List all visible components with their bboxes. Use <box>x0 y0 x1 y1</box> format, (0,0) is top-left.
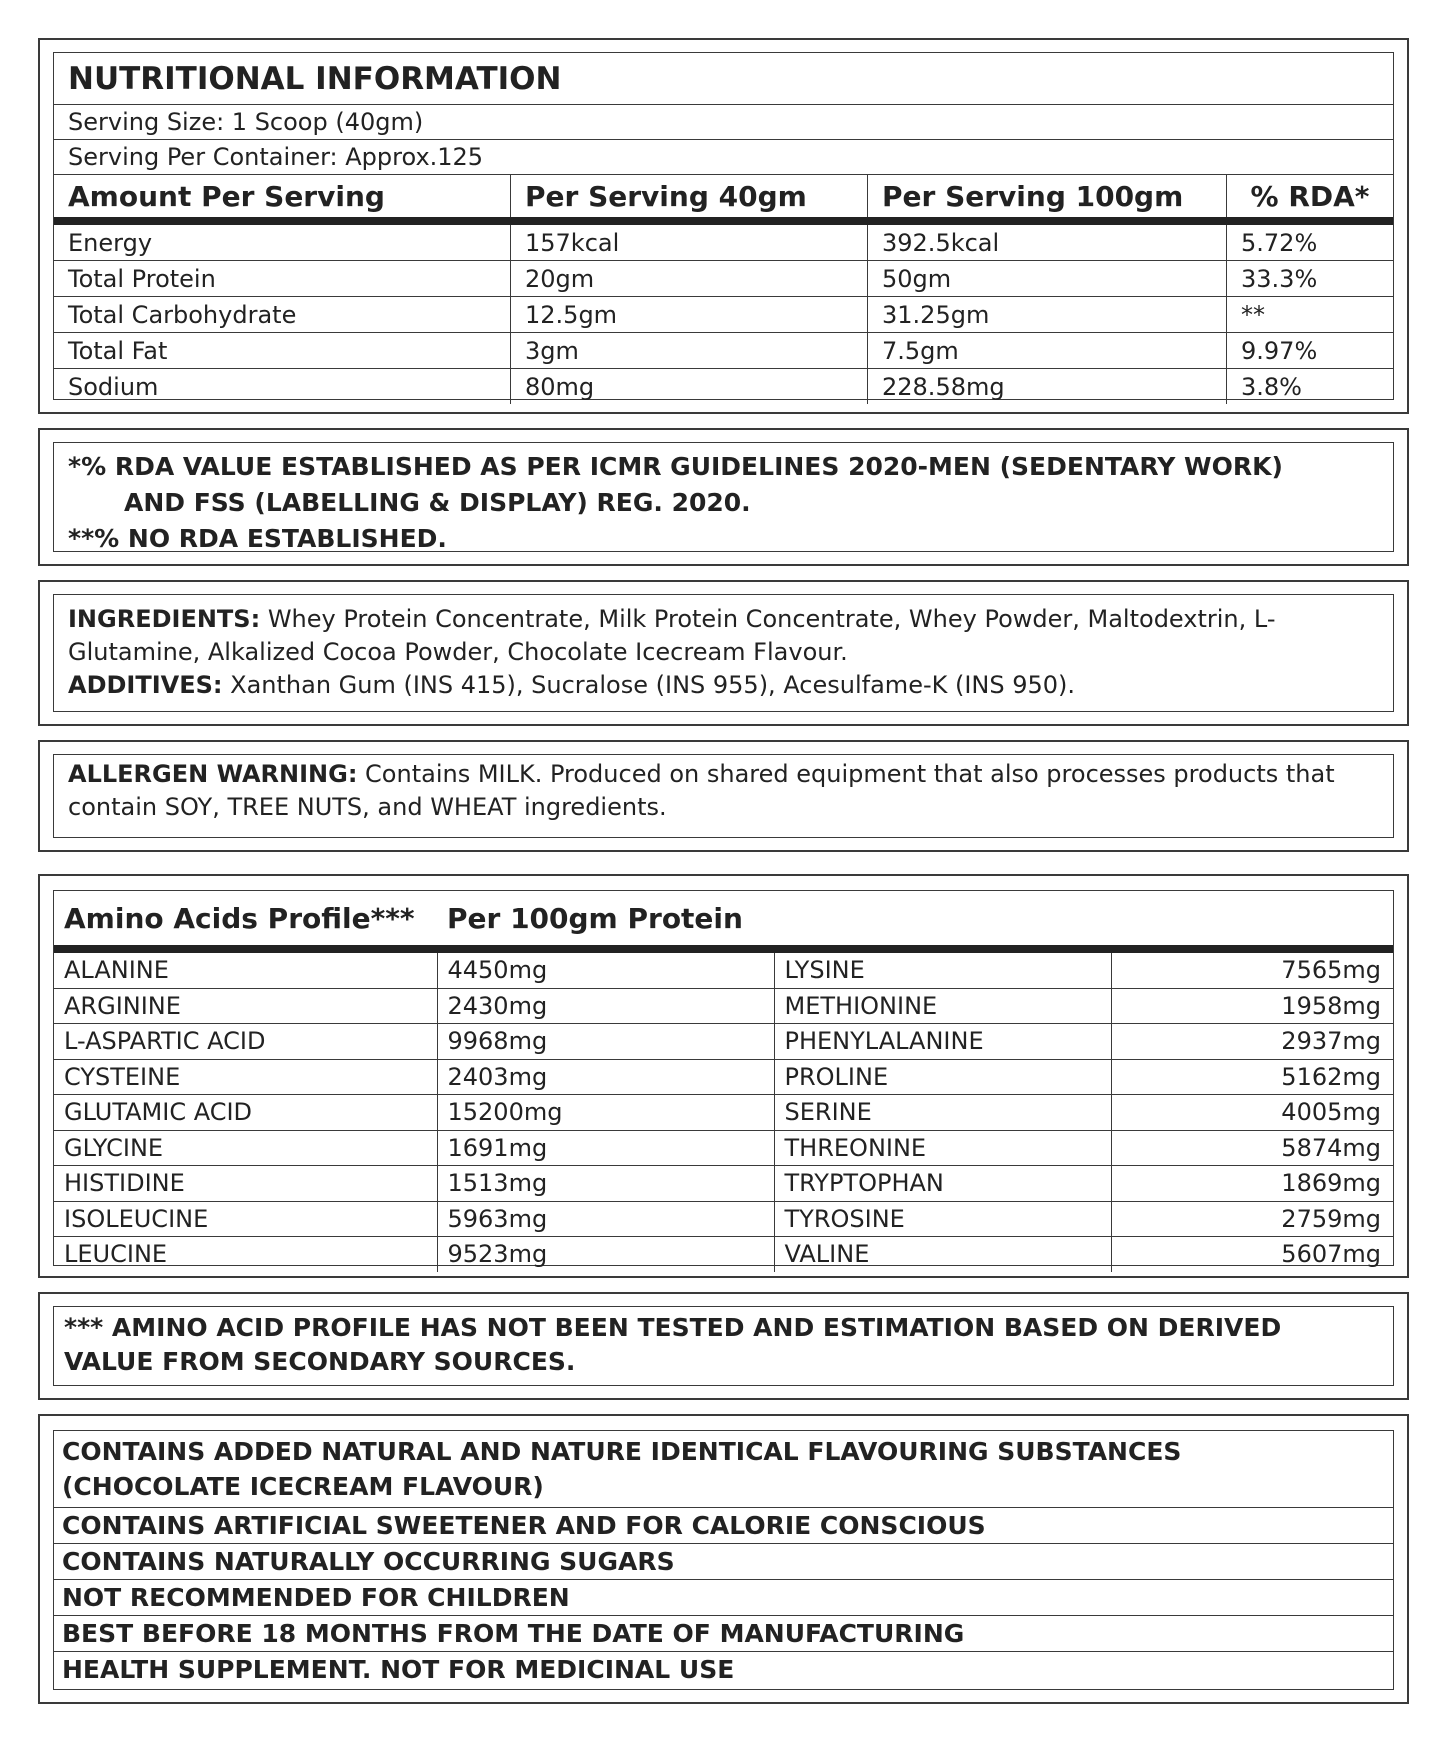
amino-value: 9523mg <box>437 1237 774 1272</box>
value-100gm: 392.5kcal <box>868 221 1227 261</box>
amino-name: PHENYLALANINE <box>774 1024 1111 1060</box>
additives-text: Xanthan Gum (INS 415), Sucralose (INS 955), Acesulfame-K (INS 950). <box>222 671 1076 699</box>
amino-value: 15200mg <box>437 1095 774 1131</box>
amino-header-row <box>54 891 1393 949</box>
value-rda: ** <box>1227 297 1394 333</box>
amino-panel <box>38 874 1409 1278</box>
amino-value: 1691mg <box>437 1130 774 1166</box>
ingredients-text-block <box>68 603 1383 702</box>
nutrition-title: NUTRITIONAL INFORMATION <box>54 53 1393 105</box>
statements-table <box>54 1431 1393 1687</box>
rda-note <box>68 449 1383 557</box>
allergen-panel <box>38 740 1409 852</box>
statement-children: NOT RECOMMENDED FOR CHILDREN <box>54 1580 1393 1616</box>
amino-value: 4450mg <box>437 949 774 988</box>
table-row <box>54 1166 1393 1202</box>
amino-name: L-ASPARTIC ACID <box>54 1024 437 1060</box>
rda-note-panel <box>38 428 1409 566</box>
nutrition-header-row <box>54 175 1393 222</box>
statements-panel <box>38 1414 1409 1704</box>
nutrient-name: Total Carbohydrate <box>54 297 511 333</box>
amino-name: TRYPTOPHAN <box>774 1166 1111 1202</box>
value-100gm: 31.25gm <box>868 297 1227 333</box>
list-item <box>54 1580 1393 1616</box>
value-40gm: 12.5gm <box>511 297 868 333</box>
list-item <box>54 1652 1393 1688</box>
list-item <box>54 1544 1393 1580</box>
value-40gm: 3gm <box>511 333 868 369</box>
amino-value: 1958mg <box>1111 988 1393 1024</box>
amino-value: 2759mg <box>1111 1201 1393 1237</box>
value-100gm: 228.58mg <box>868 369 1227 405</box>
amino-value: 1513mg <box>437 1166 774 1202</box>
ingredients-inner-box <box>53 594 1394 712</box>
value-40gm: 20gm <box>511 261 868 297</box>
table-row <box>54 297 1393 333</box>
statement-flavouring: CONTAINS ADDED NATURAL AND NATURE IDENTICAL FLAVOURING SUBSTANCES (CHOCOLATE ICECREAM FLAVOUR) <box>54 1431 1393 1508</box>
additives-label: ADDITIVES: <box>68 671 223 699</box>
statement-sugars: CONTAINS NATURALLY OCCURRING SUGARS <box>54 1544 1393 1580</box>
amino-name: TYROSINE <box>774 1201 1111 1237</box>
table-row <box>54 1130 1393 1166</box>
amino-value: 5162mg <box>1111 1059 1393 1095</box>
table-row <box>54 1024 1393 1060</box>
nutrient-name: Energy <box>54 221 511 261</box>
amino-name: VALINE <box>774 1237 1111 1272</box>
table-row <box>54 261 1393 297</box>
amino-name: GLUTAMIC ACID <box>54 1095 437 1131</box>
nutrient-name: Total Fat <box>54 333 511 369</box>
amino-name: SERINE <box>774 1095 1111 1131</box>
amino-name: HISTIDINE <box>54 1166 437 1202</box>
amino-value: 2937mg <box>1111 1024 1393 1060</box>
table-row <box>54 949 1393 988</box>
table-row <box>54 1059 1393 1095</box>
value-100gm: 7.5gm <box>868 333 1227 369</box>
rda-note-line1: *% RDA VALUE ESTABLISHED AS PER ICMR GUIDELINES 2020-MEN (SEDENTARY WORK) <box>68 452 1283 481</box>
statement-health-supplement: HEALTH SUPPLEMENT. NOT FOR MEDICINAL USE <box>62 1655 735 1684</box>
amino-value: 2430mg <box>437 988 774 1024</box>
allergen-text: Contains MILK. Produced on shared equipment that also processes products that contain SOY, TREE NUTS, and WHEAT ingredients. <box>68 760 1335 821</box>
amino-table <box>54 891 1393 1272</box>
amino-name: LEUCINE <box>54 1237 437 1272</box>
rda-note-line3: **% NO RDA ESTABLISHED. <box>68 524 447 553</box>
amino-value: 4005mg <box>1111 1095 1393 1131</box>
amino-note-inner-box <box>53 1306 1394 1386</box>
ingredients-panel <box>38 580 1409 726</box>
nutrition-table <box>54 53 1393 404</box>
amino-value: 9968mg <box>437 1024 774 1060</box>
table-row <box>54 1095 1393 1131</box>
nutrition-panel <box>38 38 1409 414</box>
header-per-100gm: Per Serving 100gm <box>868 175 1227 222</box>
allergen-label: ALLERGEN WARNING: <box>68 760 358 788</box>
amino-inner-box <box>53 890 1394 1269</box>
table-row <box>54 1237 1393 1272</box>
statement-best-before: BEST BEFORE 18 MONTHS FROM THE DATE OF MANUFACTURING <box>54 1616 1393 1652</box>
serving-per-container: Serving Per Container: Approx.125 <box>54 140 1393 175</box>
nutrient-name: Total Protein <box>54 261 511 297</box>
amino-name: THREONINE <box>774 1130 1111 1166</box>
amino-name: CYSTEINE <box>54 1059 437 1095</box>
list-item <box>54 1431 1393 1508</box>
serving-size: Serving Size: 1 Scoop (40gm) <box>54 105 1393 140</box>
amino-name: PROLINE <box>774 1059 1111 1095</box>
value-rda: 3.8% <box>1241 372 1302 401</box>
amino-name: ISOLEUCINE <box>54 1201 437 1237</box>
amino-name: ALANINE <box>54 949 437 988</box>
amino-name: GLYCINE <box>54 1130 437 1166</box>
ingredients-text: Whey Protein Concentrate, Milk Protein Concentrate, Whey Powder, Maltodextrin, L-Glutamine, Alkalized Cocoa Powder, Chocolate Icecream Flavour. <box>68 605 1276 666</box>
header-per-40gm: Per Serving 40gm <box>511 175 868 222</box>
value-100gm: 50gm <box>868 261 1227 297</box>
amino-note: *** AMINO ACID PROFILE HAS NOT BEEN TESTED AND ESTIMATION BASED ON DERIVED VALUE FROM SECONDARY SOURCES. <box>64 1313 1282 1376</box>
amino-name: LYSINE <box>774 949 1111 988</box>
allergen-inner-box <box>53 754 1394 838</box>
header-amount: Amount Per Serving <box>54 175 511 222</box>
statement-sweetener: CONTAINS ARTIFICIAL SWEETENER AND FOR CALORIE CONSCIOUS <box>54 1508 1393 1544</box>
header-rda: % RDA* <box>1227 175 1394 222</box>
amino-value: 7565mg <box>1111 949 1393 988</box>
amino-value: 5963mg <box>437 1201 774 1237</box>
nutrient-name: Sodium <box>54 369 511 405</box>
value-40gm: 80mg <box>511 369 868 405</box>
table-row <box>54 369 1393 405</box>
value-rda: 5.72% <box>1227 221 1394 261</box>
amino-value: 2403mg <box>437 1059 774 1095</box>
allergen-text-block <box>68 758 1383 824</box>
amino-value: 5874mg <box>1111 1130 1393 1166</box>
list-item <box>54 1508 1393 1544</box>
statements-inner-box <box>53 1430 1394 1690</box>
table-row <box>54 1201 1393 1237</box>
value-40gm: 157kcal <box>511 221 868 261</box>
amino-value: 1869mg <box>1111 1166 1393 1202</box>
rda-note-line2: AND FSS (LABELLING & DISPLAY) REG. 2020. <box>124 488 751 517</box>
table-row <box>54 221 1393 261</box>
amino-header-left: Amino Acids Profile*** <box>54 891 437 949</box>
ingredients-label: INGREDIENTS: <box>68 605 261 633</box>
rda-note-inner-box <box>53 442 1394 552</box>
amino-name: METHIONINE <box>774 988 1111 1024</box>
value-rda: 33.3% <box>1227 261 1394 297</box>
amino-name: ARGININE <box>54 988 437 1024</box>
table-row <box>54 988 1393 1024</box>
list-item <box>54 1616 1393 1652</box>
table-row <box>54 333 1393 369</box>
value-rda: 9.97% <box>1227 333 1394 369</box>
amino-note-panel <box>38 1292 1409 1400</box>
amino-header-right: Per 100gm Protein <box>437 891 1393 949</box>
nutrition-inner-box <box>53 52 1394 400</box>
amino-value: 5607mg <box>1281 1240 1381 1269</box>
